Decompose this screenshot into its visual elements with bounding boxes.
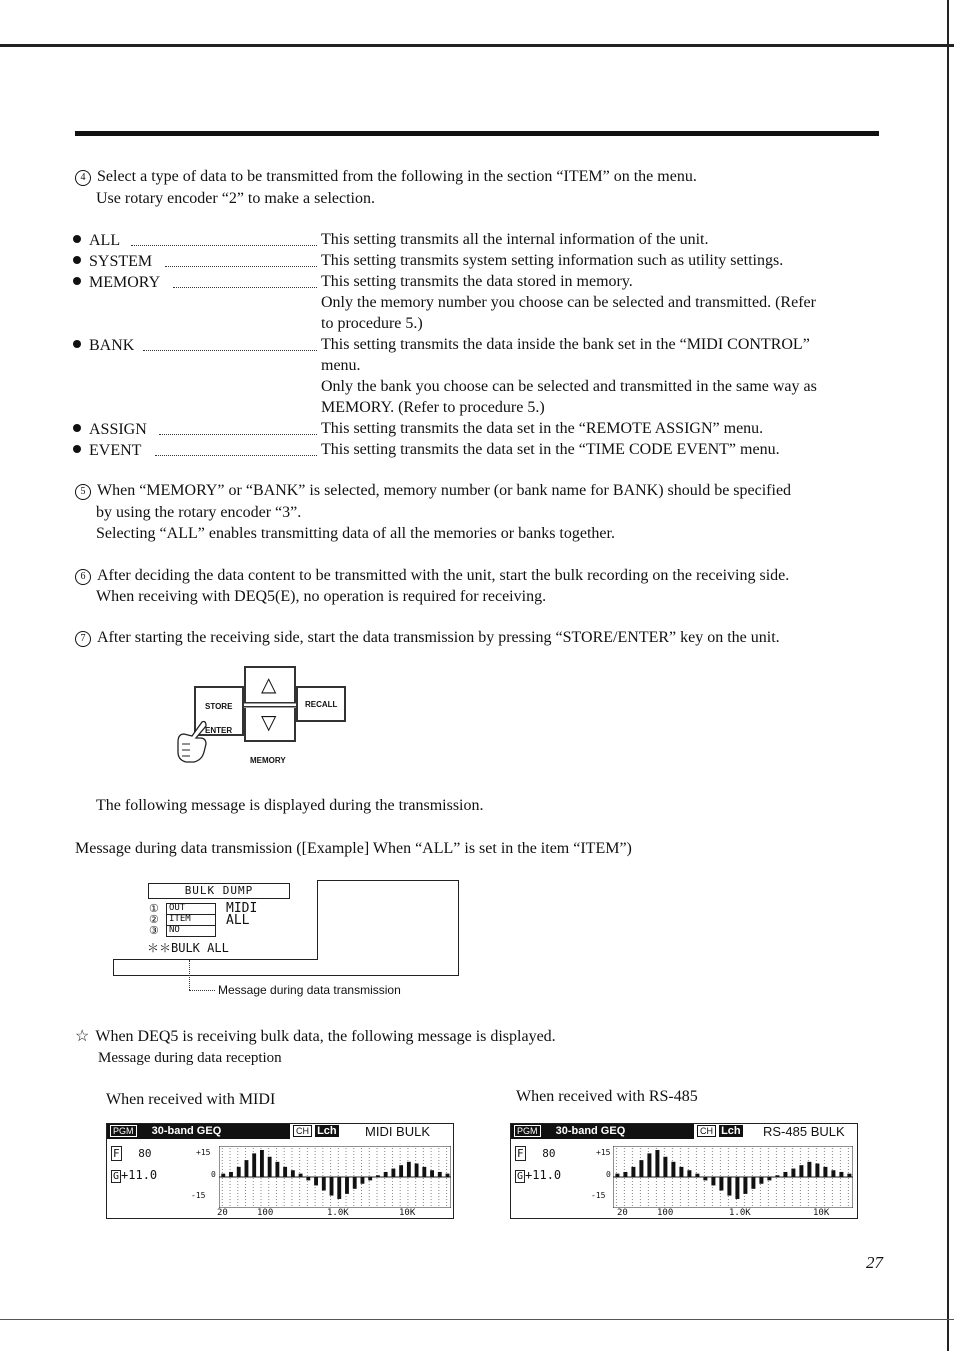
eq-band-bar bbox=[446, 1174, 450, 1177]
leader-dots bbox=[131, 245, 317, 246]
eq-band-bar bbox=[719, 1177, 723, 1191]
x-label: 1.0K bbox=[729, 1208, 751, 1218]
g-tag-icon: G bbox=[517, 1171, 524, 1182]
bulk-label: RS-485 BULK bbox=[763, 1124, 845, 1139]
star-note-line-1 bbox=[75, 1026, 556, 1047]
item-name: BANK bbox=[89, 337, 135, 354]
eq-band-bar bbox=[422, 1167, 426, 1177]
item-bank bbox=[73, 335, 134, 356]
lcd-row2-tag: ITEM bbox=[166, 914, 216, 926]
eq-band-bar bbox=[671, 1162, 675, 1177]
program-title: 30-band GEQ bbox=[151, 1125, 222, 1137]
eq-band-bar bbox=[639, 1160, 643, 1177]
eq-band-bar bbox=[775, 1175, 779, 1177]
midi-caption: When received with MIDI bbox=[106, 1091, 276, 1108]
step-5-number: 5 bbox=[75, 484, 91, 500]
eq-band-bar bbox=[759, 1177, 763, 1184]
item-desc: Only the bank you choose can be selected and transmitted in the same way as bbox=[321, 378, 817, 395]
item-desc: to procedure 5.) bbox=[321, 315, 423, 332]
eq-band-bar bbox=[345, 1177, 349, 1194]
freq-row bbox=[515, 1148, 556, 1160]
midi-channel bbox=[290, 1124, 354, 1139]
eq-band-bar bbox=[735, 1177, 739, 1199]
rs485-header-bar bbox=[511, 1124, 694, 1139]
item-desc: MEMORY. (Refer to procedure 5.) bbox=[321, 399, 545, 416]
eq-band-bar bbox=[376, 1175, 380, 1177]
star-note-text: When DEQ5 is receiving bulk data, the following message is displayed. bbox=[95, 1028, 556, 1045]
g-tag-icon: G bbox=[113, 1171, 120, 1182]
eq-band-bar bbox=[647, 1153, 651, 1177]
freq-row bbox=[111, 1148, 152, 1160]
step-4-text: Select a type of data to be transmitted from the following in the section “ITEM” on the menu. bbox=[97, 168, 697, 185]
step-5-line-1 bbox=[75, 480, 791, 501]
step-4-number: 4 bbox=[75, 170, 91, 186]
step-7-number: 7 bbox=[75, 631, 91, 647]
step-6-number: 6 bbox=[75, 569, 91, 585]
eq-band-bar bbox=[839, 1172, 843, 1177]
item-event bbox=[73, 440, 141, 461]
eq-band-bar bbox=[229, 1172, 233, 1177]
page-number: 27 bbox=[866, 1253, 883, 1272]
leader-dots bbox=[165, 266, 317, 267]
freq-value: 80 bbox=[138, 1147, 152, 1160]
gain-row bbox=[111, 1169, 157, 1183]
item-desc: This setting transmits the data set in the “REMOTE ASSIGN” menu. bbox=[321, 420, 764, 437]
eq-band-bar bbox=[438, 1172, 442, 1177]
x-label: 10K bbox=[813, 1208, 830, 1218]
eq-band-bar bbox=[399, 1165, 403, 1177]
lcd-row2-value: ALL bbox=[226, 913, 250, 928]
item-desc: This setting transmits system setting information such as utility settings. bbox=[321, 252, 784, 269]
eq-band-bar bbox=[237, 1167, 241, 1177]
eq-band-bar bbox=[306, 1177, 310, 1180]
callout-leader bbox=[189, 990, 215, 991]
x-label: 100 bbox=[257, 1208, 274, 1218]
db-bot: -15 bbox=[591, 1191, 606, 1200]
store-label: STORE bbox=[205, 702, 233, 711]
x-label: 20 bbox=[217, 1208, 228, 1218]
eq-band-bar bbox=[384, 1172, 388, 1177]
eq-band-bar bbox=[623, 1172, 627, 1177]
eq-band-bar bbox=[275, 1162, 279, 1177]
rs485-geq-graph bbox=[613, 1146, 853, 1208]
lcd-row3-tag: NO bbox=[166, 925, 216, 937]
item-desc: Only the memory number you choose can be selected and transmitted. (Refer bbox=[321, 294, 816, 311]
step-6-text: After deciding the data content to be transmitted with the unit, start the bulk recording on the receiving side. bbox=[97, 567, 790, 584]
lcd-row2-number: ② bbox=[149, 913, 159, 926]
key-divider bbox=[244, 703, 296, 708]
eq-band-bar bbox=[679, 1167, 683, 1177]
step-6-line-1 bbox=[75, 565, 789, 586]
bullet-icon bbox=[73, 256, 81, 264]
step-4-line-2: Use rotary encoder “2” to make a selection. bbox=[96, 190, 375, 207]
x-label: 20 bbox=[617, 1208, 628, 1218]
eq-band-bar bbox=[268, 1157, 272, 1177]
eq-band-bar bbox=[407, 1162, 411, 1177]
step-5-line-2: by using the rotary encoder “3”. bbox=[96, 504, 302, 521]
item-name: ALL bbox=[89, 232, 121, 249]
down-arrow-icon: ▽ bbox=[261, 712, 277, 734]
eq-band-bar bbox=[831, 1170, 835, 1177]
eq-band-bar bbox=[751, 1177, 755, 1189]
star-note-line-2: Message during data reception bbox=[98, 1050, 282, 1066]
item-desc: This setting transmits the data stored in memory. bbox=[321, 273, 633, 290]
eq-band-bar bbox=[283, 1167, 287, 1177]
step-7-line-1 bbox=[75, 627, 780, 648]
x-label: 1.0K bbox=[327, 1208, 349, 1218]
eq-band-bar bbox=[663, 1157, 667, 1177]
gain-row bbox=[515, 1169, 561, 1183]
eq-band-bar bbox=[221, 1174, 225, 1177]
star-icon: ☆ bbox=[75, 1028, 90, 1045]
item-name: SYSTEM bbox=[89, 253, 153, 270]
step-7-text: After starting the receiving side, start the data transmission by pressing “STORE/ENTER” key on the unit. bbox=[97, 629, 780, 646]
leader-dots bbox=[159, 434, 317, 435]
rs485-caption: When received with RS-485 bbox=[516, 1088, 698, 1105]
eq-band-bar bbox=[391, 1169, 395, 1177]
enter-label: ENTER bbox=[205, 726, 233, 735]
pointing-hand-icon bbox=[172, 718, 212, 766]
down-key bbox=[244, 706, 296, 742]
item-system bbox=[73, 251, 152, 272]
bullet-icon bbox=[73, 235, 81, 243]
header-rule bbox=[75, 131, 879, 136]
item-assign bbox=[73, 419, 147, 440]
lch-tag: Lch bbox=[317, 1125, 337, 1137]
item-desc: This setting transmits the data set in the “TIME CODE EVENT” menu. bbox=[321, 441, 780, 458]
item-memory bbox=[73, 272, 160, 293]
step-4-line-1 bbox=[75, 166, 697, 187]
pgm-tag: PGM bbox=[110, 1125, 137, 1137]
lcd-status-line: ＊＊BULK ALL bbox=[147, 941, 229, 955]
step-5-text: When “MEMORY” or “BANK” is selected, memory number (or bank name for BANK) should be specified bbox=[97, 482, 792, 499]
bullet-icon bbox=[73, 277, 81, 285]
eq-band-bar bbox=[430, 1170, 434, 1177]
step-5-line-3: Selecting “ALL” enables transmitting data of all the memories or banks together. bbox=[96, 525, 615, 542]
eq-band-bar bbox=[807, 1162, 811, 1177]
eq-band-bar bbox=[847, 1174, 851, 1177]
up-arrow-icon: △ bbox=[261, 674, 277, 696]
freq-value: 80 bbox=[542, 1147, 556, 1160]
midi-geq-graph bbox=[219, 1146, 451, 1208]
db-bot: -15 bbox=[191, 1191, 206, 1200]
eq-bars bbox=[219, 1148, 451, 1206]
item-desc: menu. bbox=[321, 357, 361, 374]
x-label: 100 bbox=[657, 1208, 674, 1218]
ch-tag: CH bbox=[697, 1125, 716, 1137]
eq-band-bar bbox=[791, 1169, 795, 1177]
midi-header-bar bbox=[107, 1124, 290, 1139]
transmission-lcd-screen bbox=[113, 880, 318, 960]
eq-bars bbox=[613, 1148, 853, 1206]
leader-dots bbox=[173, 287, 317, 288]
up-key bbox=[244, 666, 296, 704]
top-rule bbox=[0, 44, 954, 47]
item-desc: This setting transmits the data inside the bank set in the “MIDI CONTROL” bbox=[321, 336, 810, 353]
eq-band-bar bbox=[711, 1177, 715, 1185]
eq-band-bar bbox=[631, 1167, 635, 1177]
eq-band-bar bbox=[330, 1177, 334, 1196]
item-name: EVENT bbox=[89, 442, 142, 459]
item-desc: This setting transmits all the internal information of the unit. bbox=[321, 231, 709, 248]
bullet-icon bbox=[73, 340, 81, 348]
item-name: MEMORY bbox=[89, 274, 161, 291]
leader-dots bbox=[155, 455, 317, 456]
bullet-icon bbox=[73, 424, 81, 432]
eq-band-bar bbox=[415, 1164, 419, 1178]
eq-band-bar bbox=[322, 1177, 326, 1191]
bulk-label: MIDI BULK bbox=[365, 1124, 431, 1139]
eq-band-bar bbox=[815, 1164, 819, 1178]
midi-lcd bbox=[106, 1123, 454, 1219]
eq-band-bar bbox=[299, 1174, 303, 1177]
rs485-channel bbox=[694, 1124, 758, 1139]
leader-dots bbox=[143, 350, 317, 351]
lcd-row1-number: ① bbox=[149, 902, 159, 915]
f-tag-icon: F bbox=[517, 1147, 524, 1160]
eq-band-bar bbox=[252, 1153, 256, 1177]
lcd-title: BULK DUMP bbox=[148, 883, 290, 899]
eq-band-bar bbox=[703, 1177, 707, 1180]
item-all bbox=[73, 230, 120, 251]
x-axis-labels bbox=[217, 1208, 457, 1220]
eq-band-bar bbox=[314, 1177, 318, 1185]
eq-band-bar bbox=[361, 1177, 365, 1184]
eq-band-bar bbox=[245, 1160, 249, 1177]
x-axis-labels bbox=[617, 1208, 857, 1220]
eq-band-bar bbox=[743, 1177, 747, 1194]
lcd-row1-tag: OUT bbox=[166, 903, 216, 915]
lcd-row3-number: ③ bbox=[149, 924, 159, 937]
example-caption: Message during data transmission ([Example] When “ALL” is set in the item “ITEM”) bbox=[75, 840, 632, 857]
eq-band-bar bbox=[655, 1150, 659, 1177]
item-name: ASSIGN bbox=[89, 421, 147, 438]
eq-band-bar bbox=[291, 1170, 295, 1177]
db-mid: 0 bbox=[606, 1170, 611, 1179]
callout-leader bbox=[189, 960, 190, 990]
recall-label: RECALL bbox=[305, 700, 338, 709]
bullet-icon bbox=[73, 445, 81, 453]
eq-band-bar bbox=[823, 1167, 827, 1177]
eq-band-bar bbox=[615, 1174, 619, 1177]
memory-label: MEMORY bbox=[250, 756, 286, 765]
ch-tag: CH bbox=[293, 1125, 312, 1137]
display-intro: The following message is displayed during the transmission. bbox=[96, 797, 484, 814]
eq-band-bar bbox=[368, 1177, 372, 1180]
db-mid: 0 bbox=[211, 1170, 216, 1179]
callout-label: Message during data transmission bbox=[218, 983, 401, 997]
recall-key bbox=[296, 686, 346, 722]
program-title: 30-band GEQ bbox=[555, 1125, 626, 1137]
eq-band-bar bbox=[783, 1172, 787, 1177]
right-rule bbox=[947, 0, 949, 1351]
eq-band-bar bbox=[337, 1177, 341, 1199]
db-top: +15 bbox=[596, 1148, 611, 1157]
gain-value: +11.0 bbox=[525, 1168, 562, 1182]
rs485-lcd bbox=[510, 1123, 858, 1219]
x-label: 10K bbox=[399, 1208, 416, 1218]
eq-band-bar bbox=[799, 1165, 803, 1177]
eq-band-bar bbox=[687, 1170, 691, 1177]
lch-tag: Lch bbox=[721, 1125, 741, 1137]
eq-band-bar bbox=[767, 1177, 771, 1180]
db-top: +15 bbox=[196, 1148, 211, 1157]
step-6-line-2: When receiving with DEQ5(E), no operation is required for receiving. bbox=[96, 588, 547, 605]
eq-band-bar bbox=[727, 1177, 731, 1196]
eq-band-bar bbox=[353, 1177, 357, 1189]
lcd-row1-value: MIDI bbox=[226, 901, 258, 916]
bottom-rule bbox=[0, 1319, 954, 1320]
eq-band-bar bbox=[695, 1174, 699, 1177]
pgm-tag: PGM bbox=[514, 1125, 541, 1137]
eq-band-bar bbox=[260, 1150, 264, 1177]
f-tag-icon: F bbox=[113, 1147, 120, 1160]
gain-value: +11.0 bbox=[121, 1168, 158, 1182]
